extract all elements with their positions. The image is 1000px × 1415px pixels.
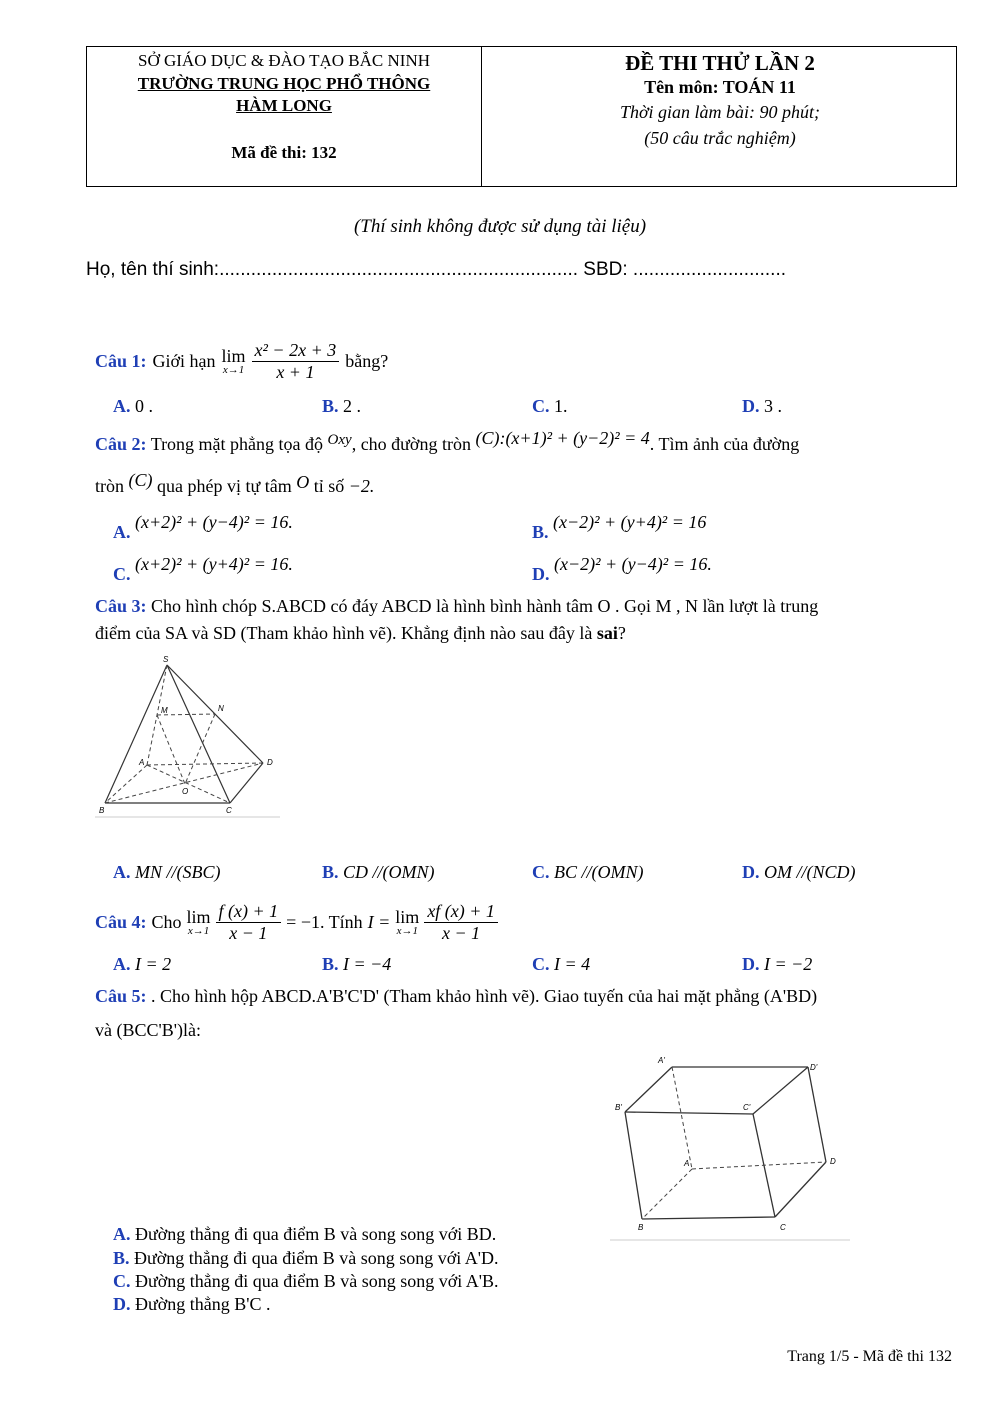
option-text: MN //(SBC) xyxy=(135,862,221,882)
option-text: Đường thẳng đi qua điểm B và song song với A'B. xyxy=(135,1271,499,1291)
edge-ab xyxy=(642,1169,692,1219)
edge-a1a xyxy=(672,1067,692,1169)
option-text: BC //(OMN) xyxy=(554,862,644,882)
label-c-prime: C' xyxy=(743,1103,751,1112)
option-text: (x−2)² + (y−4)² = 16. xyxy=(554,554,712,574)
fraction-denominator: x − 1 xyxy=(442,922,481,943)
edge-d1d xyxy=(808,1067,826,1162)
q5-option-d[interactable] xyxy=(113,1294,271,1315)
option-letter: B. xyxy=(322,954,339,974)
option-letter: D. xyxy=(742,954,760,974)
edge-sb xyxy=(105,665,167,803)
circle-symbol: (C) xyxy=(128,470,153,490)
option-letter: A. xyxy=(113,522,131,542)
question-3-line2 xyxy=(95,623,626,644)
question-2-line1 xyxy=(95,428,925,455)
fraction-numerator: x² − 2x + 3 xyxy=(252,340,340,362)
edge-cd xyxy=(775,1162,826,1217)
q4-option-a[interactable] xyxy=(113,954,171,975)
question-5-text: và (BCC'B')là: xyxy=(95,1020,201,1040)
question-4-fraction-2 xyxy=(424,901,498,944)
q2-option-d[interactable] xyxy=(532,554,712,585)
diag-bd xyxy=(105,763,263,803)
fraction-denominator: x + 1 xyxy=(276,361,315,382)
question-2-text: , cho đường tròn xyxy=(351,434,471,454)
option-text: I = 4 xyxy=(554,954,591,974)
q2-option-b[interactable] xyxy=(532,512,706,543)
option-text: I = −4 xyxy=(343,954,392,974)
option-text: Đường thẳng đi qua điểm B và song song với A'D. xyxy=(134,1248,499,1268)
lim-sub: x→1 xyxy=(396,924,418,937)
question-2-text: tròn xyxy=(95,476,124,496)
question-3-text: điểm của SA và SD (Tham khảo hình vẽ). Khẳng định nào sau đây là xyxy=(95,623,593,643)
option-letter: C. xyxy=(532,862,550,882)
option-letter: B. xyxy=(322,862,339,882)
pyramid-figure xyxy=(95,655,280,820)
label-b: B xyxy=(99,806,105,815)
header-exam-code: Mã đề thi: 132 xyxy=(231,143,337,162)
question-1 xyxy=(95,333,388,389)
option-letter: C. xyxy=(532,396,550,416)
lim-sub: x→1 xyxy=(187,924,210,937)
question-2-text: qua phép vị tự tâm xyxy=(157,476,292,496)
header-time: Thời gian làm bài: 90 phút; xyxy=(619,102,821,122)
label-a-prime: A' xyxy=(658,1056,665,1065)
label-c: C xyxy=(780,1223,786,1232)
option-letter: A. xyxy=(113,1224,131,1244)
header-dept: SỞ GIÁO DỤC & ĐÀO TẠO BẮC NINH xyxy=(138,51,430,70)
question-1-fraction xyxy=(252,340,340,383)
edge-ad xyxy=(147,763,263,765)
fraction-denominator: x − 1 xyxy=(229,922,268,943)
question-5-label: Câu 5: xyxy=(95,986,147,1006)
option-letter: A. xyxy=(113,862,131,882)
option-text: Đường thẳng B'C . xyxy=(135,1294,271,1314)
label-s: S xyxy=(163,655,169,664)
option-text: (x+2)² + (y+4)² = 16. xyxy=(135,554,293,574)
q2-option-a[interactable] xyxy=(113,512,293,543)
edge-d1c1 xyxy=(753,1067,808,1114)
question-3-text: Cho hình chóp S.ABCD có đáy ABCD là hình bình hành tâm O . Gọi M , N lần lượt là trung xyxy=(151,596,819,616)
question-5-text: . Cho hình hộp ABCD.A'B'C'D' (Tham khảo hình vẽ). Giao tuyến của hai mặt phẳng (A'BD) xyxy=(151,986,818,1006)
question-3-text: ? xyxy=(617,623,626,643)
option-text: 0 . xyxy=(135,396,153,416)
question-1-lim xyxy=(222,347,246,376)
q5-option-c[interactable] xyxy=(113,1271,499,1292)
lim-sub: x→1 xyxy=(222,363,245,376)
question-3-line1 xyxy=(95,596,818,617)
label-o: O xyxy=(182,787,189,796)
label-d: D xyxy=(267,758,273,767)
diag-ac xyxy=(147,765,230,803)
edge-bc xyxy=(642,1217,775,1219)
header-school-line1: TRƯỜNG TRUNG HỌC PHỔ THÔNG xyxy=(137,74,431,93)
option-letter: D. xyxy=(113,1294,131,1314)
lim-word: lim xyxy=(395,906,420,927)
candidate-line: Họ, tên thí sinh:.................................................................... SBD: ............................. xyxy=(86,259,787,280)
ratio-value: −2. xyxy=(348,476,375,496)
page-footer: Trang 1/5 - Mã đề thi 132 xyxy=(787,1348,952,1365)
question-4-text: Cho xyxy=(151,911,182,932)
question-2-label: Câu 2: xyxy=(95,434,147,454)
header-question-count: (50 câu trắc nghiệm) xyxy=(644,128,796,148)
exam-header xyxy=(86,46,957,187)
question-2-text: tỉ số xyxy=(313,476,345,496)
exam-note: (Thí sinh không được sử dụng tài liệu) xyxy=(353,216,647,237)
option-text: 1. xyxy=(554,396,568,416)
lim-word: lim xyxy=(186,906,211,927)
edge-sc xyxy=(167,665,230,803)
q4-option-c[interactable] xyxy=(532,954,590,975)
label-a: A xyxy=(139,758,145,767)
option-letter: C. xyxy=(113,564,131,584)
option-letter: D. xyxy=(742,396,760,416)
header-exam-title: ĐỀ THI THỬ LẦN 2 xyxy=(625,51,815,75)
option-letter: A. xyxy=(113,396,131,416)
question-4-lim-1 xyxy=(187,908,211,937)
q3-option-d[interactable] xyxy=(742,862,856,883)
question-2-text: . Tìm ảnh của đường xyxy=(649,434,800,454)
question-4-i: I = xyxy=(367,911,391,932)
question-4-label: Câu 4: xyxy=(95,911,147,932)
label-b-prime: B' xyxy=(615,1103,622,1112)
question-4 xyxy=(95,896,498,948)
label-d-prime: D' xyxy=(810,1063,818,1072)
label-d: D xyxy=(830,1157,836,1166)
edge-b1c1 xyxy=(625,1112,753,1114)
q1-option-a[interactable] xyxy=(113,396,153,417)
option-text: I = −2 xyxy=(764,954,813,974)
q3-option-c[interactable] xyxy=(532,862,644,883)
option-text: I = 2 xyxy=(135,954,172,974)
question-5-line1 xyxy=(95,986,817,1007)
option-letter: B. xyxy=(532,522,549,542)
q1-option-c[interactable] xyxy=(532,396,568,417)
label-m: M xyxy=(161,706,168,715)
fraction-numerator: xf (x) + 1 xyxy=(424,901,498,923)
option-letter: D. xyxy=(532,564,550,584)
parallelepiped-figure xyxy=(610,1052,850,1242)
question-1-tail: bằng? xyxy=(345,350,389,371)
question-3-label: Câu 3: xyxy=(95,596,147,616)
option-text: Đường thẳng đi qua điểm B và song song với BD. xyxy=(135,1224,497,1244)
option-letter: D. xyxy=(742,862,760,882)
oxy-symbol: Oxy xyxy=(327,432,352,448)
label-n: N xyxy=(218,704,224,713)
q1-option-d[interactable] xyxy=(742,396,782,417)
q5-option-a[interactable] xyxy=(113,1224,496,1245)
option-letter: B. xyxy=(322,396,339,416)
option-letter: C. xyxy=(532,954,550,974)
question-4-fraction-1 xyxy=(216,901,282,944)
option-text: 3 . xyxy=(764,396,782,416)
question-4-text: = −1. Tính xyxy=(286,911,363,932)
question-2-line2 xyxy=(95,470,374,497)
option-letter: C. xyxy=(113,1271,131,1291)
segment-no xyxy=(185,714,215,784)
q5-option-b[interactable] xyxy=(113,1248,499,1269)
option-letter: A. xyxy=(113,954,131,974)
option-text: (x+2)² + (y−4)² = 16. xyxy=(135,512,293,532)
label-b: B xyxy=(638,1223,644,1232)
q4-option-d[interactable] xyxy=(742,954,812,975)
lim-word: lim xyxy=(221,345,246,366)
question-3-emphasis: sai xyxy=(596,623,618,643)
q4-option-b[interactable] xyxy=(322,954,391,975)
header-subject: Tên môn: TOÁN 11 xyxy=(644,77,796,97)
q3-option-a[interactable] xyxy=(113,862,221,883)
q1-option-b[interactable] xyxy=(322,396,361,417)
edge-b1b xyxy=(625,1112,642,1219)
q2-option-c[interactable] xyxy=(113,554,293,585)
question-1-text: Giới hạn xyxy=(152,350,216,371)
label-c: C xyxy=(226,806,232,815)
option-letter: B. xyxy=(113,1248,130,1268)
question-5-line2 xyxy=(95,1020,201,1041)
option-text: 2 . xyxy=(343,396,362,416)
circle-equation: (C):(x+1)² + (y−2)² = 4 xyxy=(475,428,650,448)
center-symbol: O xyxy=(296,472,310,492)
label-a: A xyxy=(684,1159,690,1168)
option-text: (x−2)² + (y+4)² = 16 xyxy=(553,512,707,532)
option-text: CD //(OMN) xyxy=(343,862,435,882)
edge-ad xyxy=(692,1162,826,1169)
header-school-line2: HÀM LONG xyxy=(236,96,332,115)
question-2-text: Trong mặt phẳng tọa độ xyxy=(150,434,324,454)
question-4-lim-2 xyxy=(395,908,419,937)
question-1-label: Câu 1: xyxy=(95,350,147,371)
q3-option-b[interactable] xyxy=(322,862,435,883)
edge-cd xyxy=(230,763,263,803)
edge-a1b1 xyxy=(625,1067,672,1112)
option-text: OM //(NCD) xyxy=(764,862,856,882)
segment-mo xyxy=(157,715,185,784)
fraction-numerator: f (x) + 1 xyxy=(216,901,282,923)
